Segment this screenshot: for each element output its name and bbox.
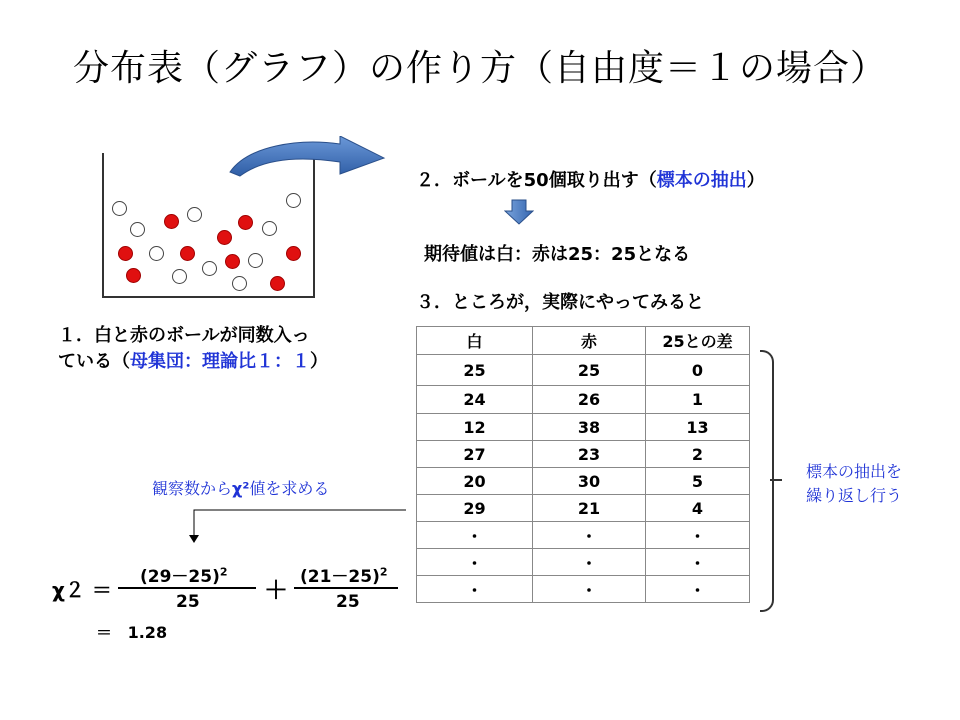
white-ball [262, 221, 277, 236]
chi-note-suffix: 値を求める [249, 479, 330, 498]
step1-highlight: 母集団：理論比１：１ [130, 351, 310, 372]
step2-text [416, 166, 765, 192]
red-ball [270, 276, 285, 291]
red-ball [118, 246, 133, 261]
header-white: 白 [417, 327, 533, 355]
repeat-sampling-note [806, 460, 902, 508]
red-ball [238, 215, 253, 230]
white-ball [172, 269, 187, 284]
result-value: 1.28 [127, 623, 168, 642]
table-row [417, 386, 750, 414]
result-equals: ＝ [96, 623, 113, 642]
cell-red: 26 [533, 386, 646, 414]
cell-diff: 13 [646, 414, 750, 441]
step2-highlight: 標本の抽出 [656, 170, 747, 191]
expected-value-text: 期待値は白：赤は25：25となる [424, 244, 691, 265]
connector-arrow-icon [186, 505, 408, 545]
fraction2-line [294, 587, 398, 589]
red-ball [225, 254, 240, 269]
cell-red: 23 [533, 441, 646, 468]
step3-text: ３．ところが，実際にやってみると [416, 292, 704, 313]
table-row [417, 355, 750, 386]
red-ball [217, 230, 232, 245]
cell-white: 20 [417, 468, 533, 495]
fraction2-numerator: $(21-25)^2$ [300, 565, 388, 587]
table-row [417, 576, 750, 603]
cell-white: 12 [417, 414, 533, 441]
cell-diff: ・ [646, 576, 750, 603]
cell-red: ・ [533, 549, 646, 576]
red-ball [126, 268, 141, 283]
cell-red: 30 [533, 468, 646, 495]
white-ball [286, 193, 301, 208]
chi-note-prefix: 観察数から [152, 479, 233, 498]
cell-diff: 2 [646, 441, 750, 468]
cell-red: 38 [533, 414, 646, 441]
cell-white: ・ [417, 549, 533, 576]
cell-white: ・ [417, 576, 533, 603]
cell-white: 25 [417, 355, 533, 386]
cell-diff: ・ [646, 549, 750, 576]
cell-white: 24 [417, 386, 533, 414]
cell-diff: 0 [646, 355, 750, 386]
side-note-line2: 繰り返し行う [806, 486, 903, 505]
table-row [417, 495, 750, 522]
sample-table [416, 326, 750, 603]
cell-red: ・ [533, 576, 646, 603]
step1-text [58, 323, 328, 375]
cell-diff: 1 [646, 386, 750, 414]
white-ball [149, 246, 164, 261]
page-title: 分布表（グラフ）の作り方（自由度＝１の場合） [72, 48, 887, 89]
chi-square-lhs: χ２ ＝ [52, 578, 112, 602]
fraction1-line [118, 587, 256, 589]
red-ball [286, 246, 301, 261]
plus-sign: ＋ [264, 576, 288, 604]
result-line [96, 620, 167, 643]
header-diff: 25との差 [646, 327, 750, 355]
white-ball [232, 276, 247, 291]
table-row [417, 468, 750, 495]
fraction2-denominator: 25 [336, 592, 360, 612]
fraction1-numerator: $(29-25)^2$ [140, 565, 228, 587]
chi-note-symbol: χ² [232, 479, 250, 498]
cell-white: ・ [417, 522, 533, 549]
cell-diff: 4 [646, 495, 750, 522]
cell-red: ・ [533, 522, 646, 549]
chi-square-note [152, 476, 329, 499]
bracket-tick [770, 479, 782, 481]
curved-arrow-icon [228, 136, 394, 182]
red-ball [164, 214, 179, 229]
white-ball [130, 222, 145, 237]
cell-white: 27 [417, 441, 533, 468]
table-row [417, 549, 750, 576]
step2-suffix: ） [746, 170, 765, 191]
down-arrow-icon [504, 199, 534, 225]
white-ball [187, 207, 202, 222]
table-row [417, 441, 750, 468]
white-ball [202, 261, 217, 276]
table-row [417, 522, 750, 549]
cell-diff: 5 [646, 468, 750, 495]
table-row [417, 414, 750, 441]
side-note-line1: 標本の抽出を [806, 462, 903, 481]
right-bracket [760, 350, 774, 612]
white-ball [112, 201, 127, 216]
step1-suffix: ） [310, 351, 328, 372]
step1-prefix: ている（ [58, 351, 130, 372]
table-header-row [417, 327, 750, 355]
header-red: 赤 [533, 327, 646, 355]
cell-red: 21 [533, 495, 646, 522]
step1-line1: １．白と赤のボールが同数入っ [58, 325, 310, 346]
step1-line2 [58, 349, 328, 375]
fraction1-denominator: 25 [176, 592, 200, 612]
step2-prefix: ２．ボールを50個取り出す（ [416, 170, 657, 191]
cell-white: 29 [417, 495, 533, 522]
cell-red: 25 [533, 355, 646, 386]
white-ball [248, 253, 263, 268]
cell-diff: ・ [646, 522, 750, 549]
red-ball [180, 246, 195, 261]
